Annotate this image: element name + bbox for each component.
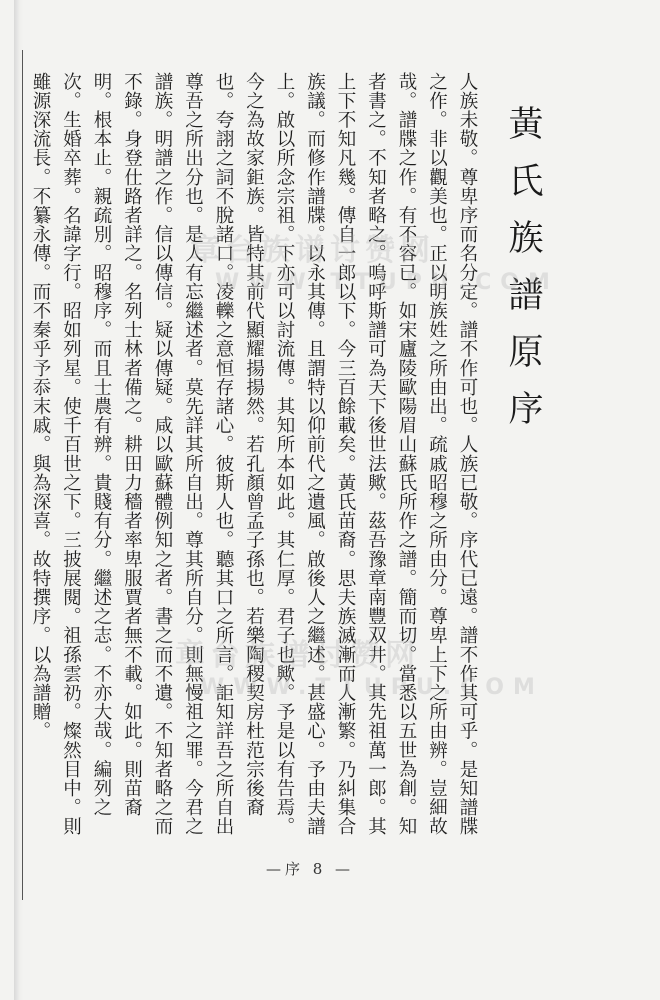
page-number: —序 8 — <box>265 860 355 878</box>
preface-title: 黃氏族譜原序 <box>503 105 543 447</box>
preface-body: 人族未敬。尊卑序而名分定。譜不作可也。人族已敬。序代已遠。譜不作其可乎。是知譜牒之作。非以觀美也。正以明族姓之所由出。疏戚昭穆之所由分。尊卑上下之所由辨。豈細故哉。譜牒之作。有不容已。如宋廬陵歐陽眉山蘇氏所作之譜。簡而切。當悉以五世為創。知者書之。不知者略之。嗚呼斯譜可為天下後世法歟。茲吾豫章南豐双井。其先祖萬一郎。其上下不知凡幾。傳自一郎以下。今三百餘載矣。黃氏苗裔。思夫族滅漸而人漸繁。乃糾集合族議。而修作譜牒。以永其傳。且謂特以仰前代之遺風。啟後人之繼述。甚盛心。予由夫譜上。啟以所念宗祖。下亦可以討流傳。其知所本如此。其仁厚。君子也歟。予是以有告焉。今之為故家鉅族。皆特其前代顯耀揚揚然。若孔顏曾孟子孫也。若樂陶稷契房杜范宗後裔也。夸詡之詞不脫諸口。凌轢之意恒存諸心。彼斯人也。聽其口之所言。詎知詳吾之所自出尊吾之所出分也。是人有忘繼述者。莫先詳其所自出。尊其所自分。則無慢祖之罪。今君之譜族。明譜之作。信以傳信。疑以傳疑。咸以歐蘇體例知之者。書之而不遺。不知者略之而不錄。身登仕路者詳之。名列士林者備之。耕田力穡者率卑服賈者無不載。如此。則苗裔明。根本止。親疏別。昭穆序。而且士農有辨。貴賤有分。繼述之志。不亦大哉。編列之次。生婚卒葬。名諱字行。昭如列星。使千百世之下。三披展閱。祖孫雲礽。燦然目中。則雖源深流長。不纂永傳。而不秦乎予忝末戚。與為深喜。故特撰序。以為譜贈。 <box>30 72 478 836</box>
watermark-url: WWW.TTUPU.COM <box>200 675 544 700</box>
watermark-url: WWW.TTUPU.COM <box>215 270 559 295</box>
watermark-text: 章台族谱讨赞网 <box>175 638 420 673</box>
watermark-text: 章台族谱讨赞网 <box>190 233 435 268</box>
